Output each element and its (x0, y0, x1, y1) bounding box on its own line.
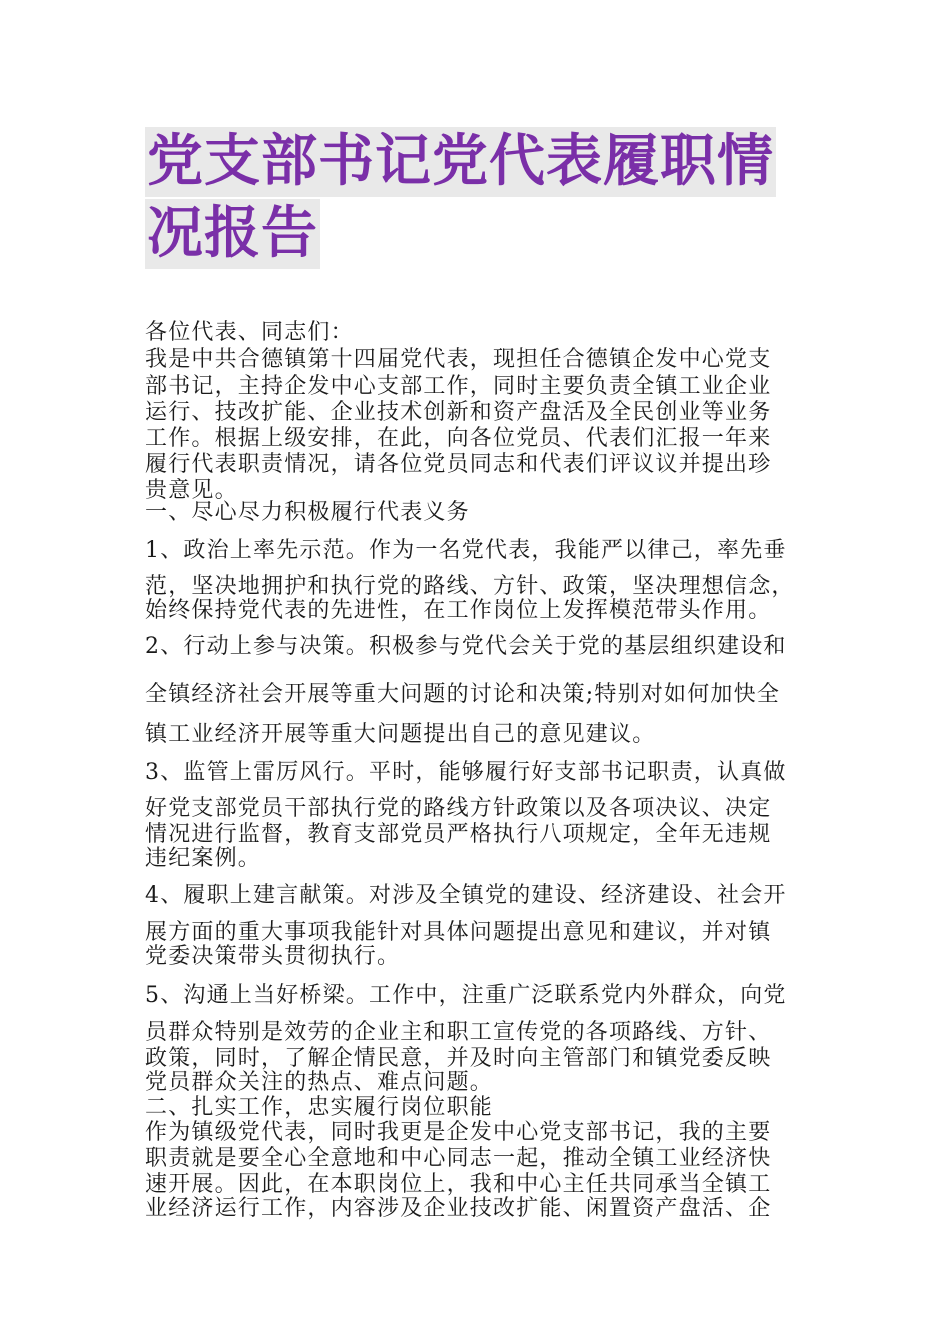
body-line: 好党支部党员干部执行党的路线方针政策以及各项决议、决定 (145, 796, 772, 821)
section-heading: 二、扎实工作，忠实履行岗位职能 (145, 1095, 494, 1120)
body-line: 业经济运行工作，内容涉及企业技改扩能、闲置资产盘活、企 (145, 1196, 772, 1221)
body-line: 政策，同时，了解企情民意，并及时向主管部门和镇党委反映 (145, 1046, 772, 1071)
section-heading: 一、尽心尽力积极履行代表义务 (145, 500, 470, 525)
body-line: 我是中共合德镇第十四届党代表，现担任合德镇企发中心党支 (145, 347, 772, 372)
body-line: 镇工业经济开展等重大问题提出自己的意见建议。 (145, 722, 656, 747)
body-line: 范，坚决地拥护和执行党的路线、方针、政策，坚决理想信念， (145, 574, 795, 599)
body-line: 运行、技改扩能、企业技术创新和资产盘活及全民创业等业务 (145, 400, 772, 425)
body-line: 党员群众关注的热点、难点问题。 (145, 1070, 494, 1095)
body-line: 始终保持党代表的先进性，在工作岗位上发挥模范带头作用。 (145, 598, 772, 623)
body-line: 1、政治上率先示范。作为一名党代表，我能严以律己，率先垂 (145, 538, 787, 563)
body-line: 2、行动上参与决策。积极参与党代会关于党的基层组织建设和 (145, 634, 787, 659)
body-line: 3、监管上雷厉风行。平时，能够履行好支部书记职责，认真做 (145, 760, 787, 785)
body-line: 各位代表、同志们： (145, 320, 354, 345)
body-line: 党委决策带头贯彻执行。 (145, 944, 401, 969)
document-title (145, 127, 815, 269)
body-line: 展方面的重大事项我能针对具体问题提出意见和建议，并对镇 (145, 920, 772, 945)
body-line: 违纪案例。 (145, 846, 262, 871)
body-line: 作为镇级党代表，同时我更是企发中心党支部书记，我的主要 (145, 1120, 772, 1145)
body-line: 速开展。因此，在本职岗位上，我和中心主任共同承当全镇工 (145, 1172, 772, 1197)
body-line: 贵意见。 (145, 478, 238, 503)
body-line: 5、沟通上当好桥梁。工作中，注重广泛联系党内外群众，向党 (145, 983, 787, 1008)
body-line: 情况进行监督，教育支部党员严格执行八项规定，全年无违规 (145, 822, 772, 847)
body-line: 部书记，主持企发中心支部工作，同时主要负责全镇工业企业 (145, 374, 772, 399)
body-line: 员群众特别是效劳的企业主和职工宣传党的各项路线、方针、 (145, 1020, 772, 1045)
body-line: 职责就是要全心全意地和中心同志一起，推动全镇工业经济快 (145, 1146, 772, 1171)
body-line: 工作。根据上级安排，在此，向各位党员、代表们汇报一年来 (145, 426, 772, 451)
body-line: 履行代表职责情况，请各位党员同志和代表们评议议并提出珍 (145, 452, 772, 477)
body-line: 全镇经济社会开展等重大问题的讨论和决策;特别对如何加快全 (145, 682, 781, 707)
title-line-2: 况报告 (145, 199, 320, 269)
title-line-1: 党支部书记党代表履职情 (145, 127, 776, 197)
body-line: 4、履职上建言献策。对涉及全镇党的建设、经济建设、社会开 (145, 883, 787, 908)
